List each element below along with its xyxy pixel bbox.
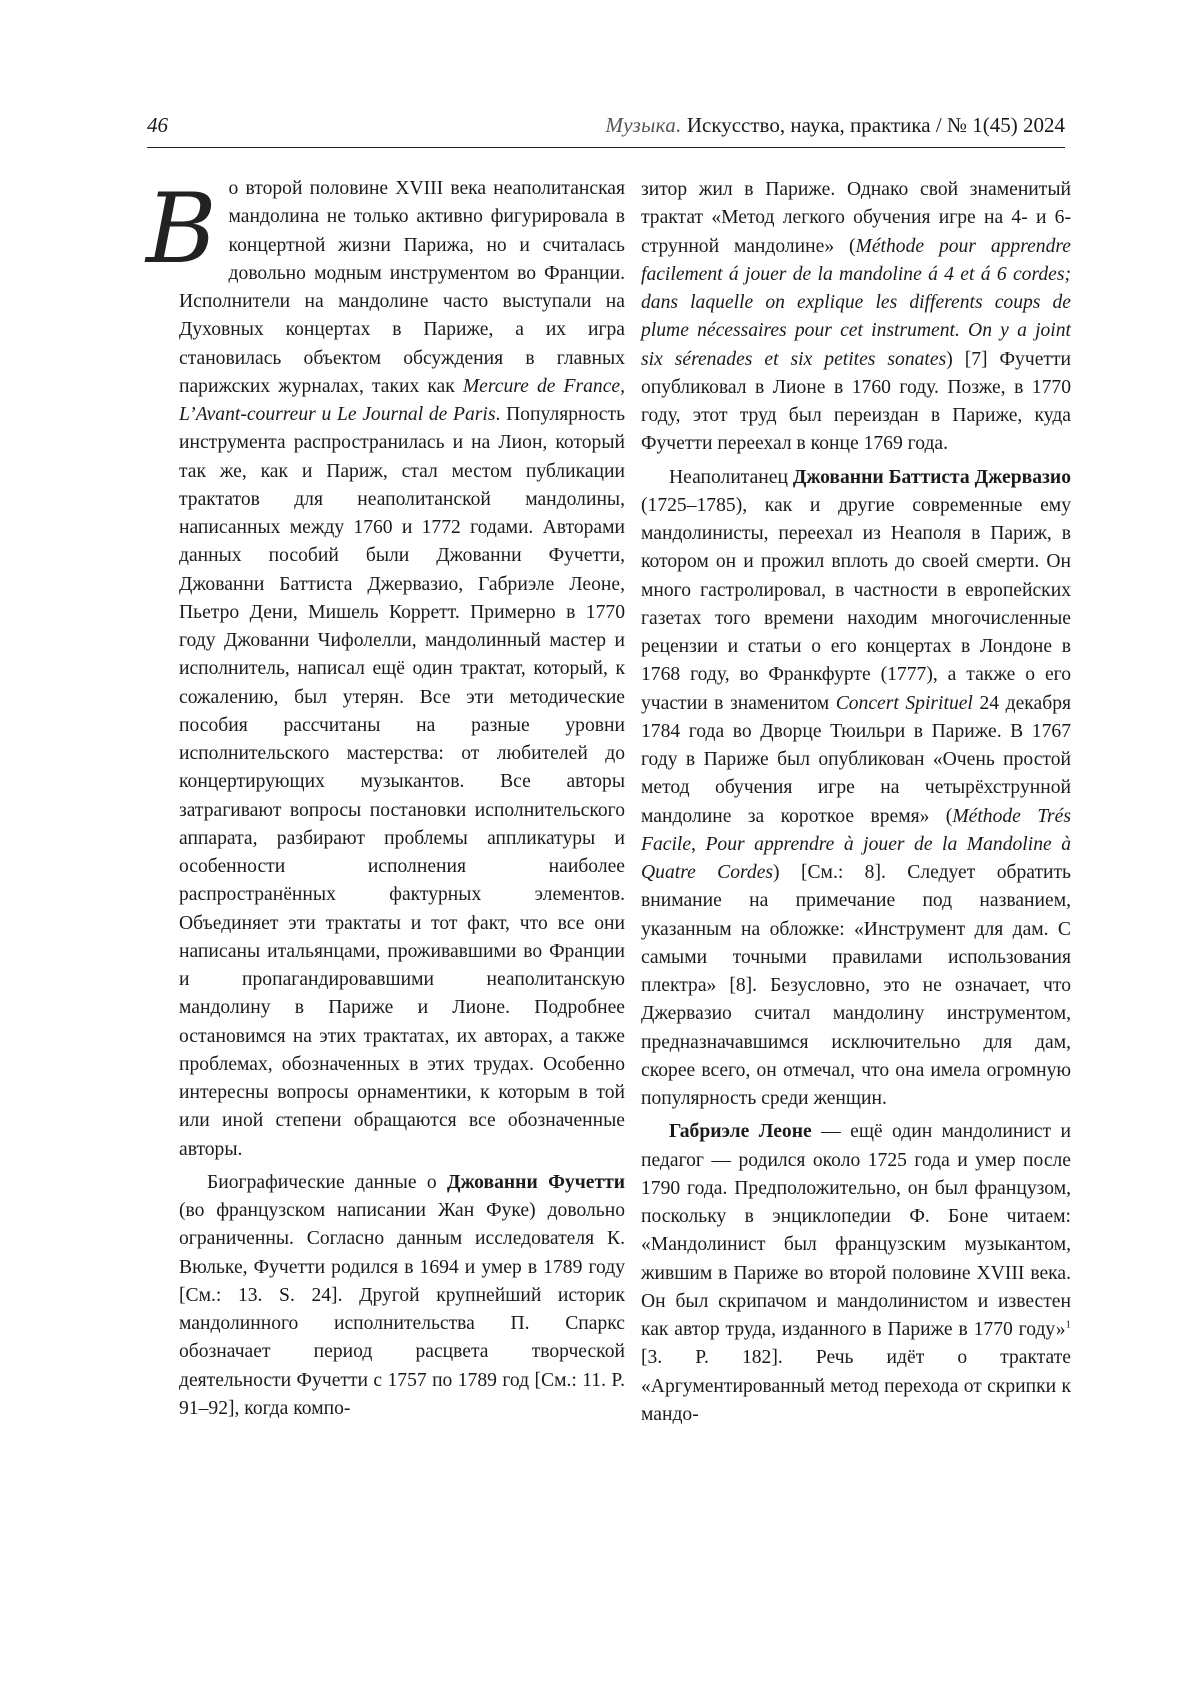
name-leone: Габриэле Леоне [669,1121,812,1143]
journal-title [605,113,1065,138]
treatise-title-gervasio: Méthode Trés Facile, Pour apprendre à jouer de la Mandoline à Quatre Cordes [641,805,1072,883]
concert-spirituel: Concert Spirituel [835,692,973,714]
journal-brand: Музыка. [605,113,682,137]
journal-issue: Искусство, наука, практика / № 1(45) 2024 [681,113,1065,137]
running-header [147,113,1065,148]
paragraph-fucetti-cont: зитор жил в Париже. Однако свой знаменитый трактат «Метод легкого обучения игре на 4- и 6-струнной мандолине» (Méthode pour apprendre facilement á jouer de la mandoline á 4 et á 6 cordes; dans laquelle on explique les differents coups de plume nécessaires pour cet instrument. On y a joint six sérenades et six petites sonates) [7] Фучетти опубликовал в Лионе в 1760 году. Позже, в 1770 году, этот труд был переиздан в Париже, куда Фучетти переехал в конце 1769 года. [641,179,1071,455]
paragraph-fucetti: Биографические данные о Джованни Фучетти (во французском написании Жан Фуке) довольно ограниченны. Согласно данным исследователя К. Вюльке, Фучетти родился в 1694 и умер в 1789 году [См.: 13. S. 24]. Другой крупнейший историк мандолинного исполнительства П. Спаркс обозначает период расцвета творческой деятельности Фучетти с 1757 по 1789 год [См.: 11. P. 91–92], когда компо- [179,1171,625,1419]
paragraph-intro: Во второй половине XVIII века неаполитанская мандолина не только активно фигурировала в концертной жизни Парижа, но и считалась довольно модным инструментом во Франции. Исполнители на мандолине часто выступали на Духовных концертах в Париже, а их игра становилась объектом обсуждения в главных парижских журналах, таких как Mercure de France, L’Avant-courreur и Le Journal de Paris. Популярность инструмента распространилась и на Лион, который так же, как и Париж, стал местом публикации трактатов для неаполитанской мандолины, написанных между 1760 и 1772 годами. Авторами данных пособий были Джованни Фучетти, Джованни Баттиста Джервазио, Габриэле Леоне, Пьетро Дени, Мишель Корретт. Примерно в 1770 году Джованни Чифолелли, мандолинный мастер и исполнитель, написал ещё один трактат, который, к сожалению, был утерян. Все эти методические пособия рассчитаны на разные уровни исполнительского мастерства: от любителей до концертирующих музыкантов. Все авторы затрагивают вопросы постановки исполнительского аппарата, разбирают проблемы аппликатуры и особенности исполнения наиболее распространённых фактурных элементов. Объединяет эти трактаты и тот факт, что все они написаны итальянцами, проживавшими во Франции и пропагандировавшими неаполитанскую мандолину в Париже и Лионе. Подробнее остановимся на этих трактатах, их авторах, а также проблемах, обозначенных в этих трудах. Особенно интересны вопросы орнаментики, к которым в той или иной степени обращаются все обозначенные авторы. [146,173,626,1160]
right-column [641,176,1071,1434]
page-number: 46 [147,113,168,137]
treatise-title-fucetti: Méthode pour apprendre facilement á jouer de la mandoline á 4 et á 6 cordes; dans laquelle on explique les differents coups de plume nécessaires pour cet instrument. On y a joint six sérenades et six petites sonates [641,235,1071,370]
name-gervasio: Джованни Баттиста Джервазио [792,466,1071,488]
name-fucetti: Джованни Фучетти [446,1171,625,1193]
paragraph-leone: Габриэле Леоне — ещё один мандолинист и педагог — родился около 1725 года и умер после 1790 года. Предположительно, он был французом, поскольку в энциклопедии Ф. Боне читаем: «Мандолинист был французским музыкантом, жившим в Париже во второй половине XVIII века. Он был скрипачом и мандолинистом и известен как автор труда, изданного в Париже в 1770 году»$^1$ [3. P. 182]. Речь идёт о трактате «Аргументированный метод перехода от скрипки к мандо- [641,1121,1071,1425]
drop-cap: В [146,173,217,285]
footnote-ref: 1 [1065,1318,1071,1331]
left-column [146,173,626,1428]
paragraph-gervasio: Неаполитанец Джованни Баттиста Джервазио (1725–1785), как и другие современные ему мандолинисты, переехал из Неаполя в Париж, в котором он и прожил вплоть до своей смерти. Он много гастролировал, в частности в европейских газетах того времени находим многочисленные рецензии и статьи о его концертах в Лондоне в 1768 году, во Франкфурте (1777), а также о его участии в знаменитом Concert Spirituel 24 декабря 1784 года во Дворце Тюильри в Париже. В 1767 году в Париже был опубликован «Очень простой метод обучения игре на четырёхструнной мандолине за короткое время» (Méthode Trés Facile, Pour apprendre à jouer de la Mandoline à Quatre Cordes) [См.: 8]. Следует обратить внимание на примечание под названием, указанным на обложке: «Инструмент для дам. С самыми точными правилами использования плектра» [8]. Безусловно, это не означает, что Джервазио считал мандолину инструментом, предназначавшимся исключительно для дам, скорее всего, он отмечал, что она имела огромную популярность среди женщин. [641,466,1072,1109]
journal-names: Mercure de France, L’Avant-courreur и Le Journal de Paris [179,375,625,425]
